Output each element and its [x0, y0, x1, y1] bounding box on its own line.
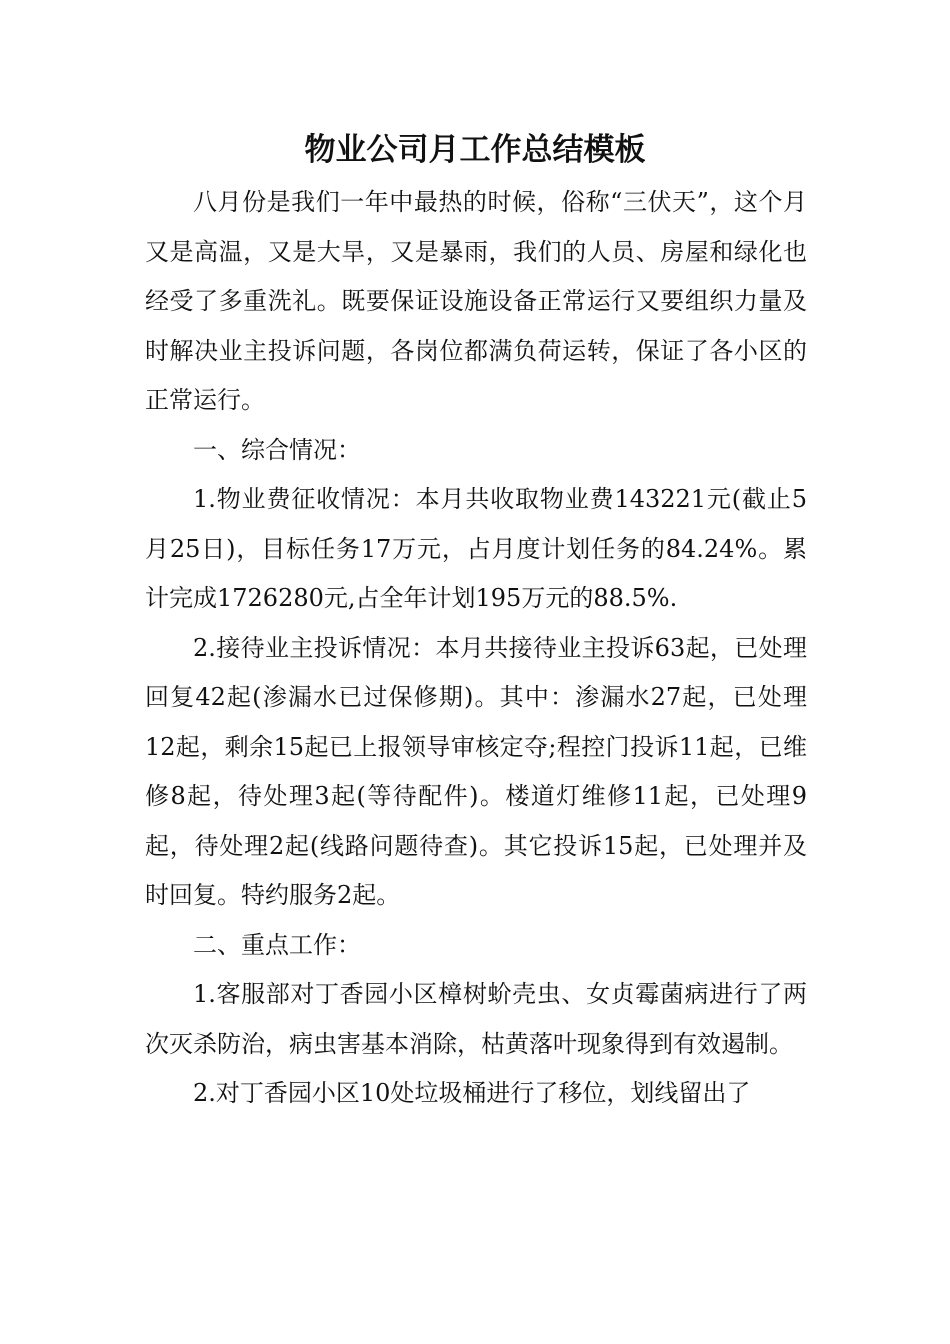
paragraph-trash-bins: 2.对丁香园小区10处垃圾桶进行了移位，划线留出了 — [193, 1079, 751, 1107]
paragraph-intro: 八月份是我们一年中最热的时候，俗称“三伏天”，这个月又是高温，又是大旱，又是暴雨，我们的人员、房屋和绿化也经受了多重洗礼。既要保证设施设备正常运行又要组织力量及时解决业主投诉问题，各岗位都满负荷运转，保证了各小区的正常运行。 — [145, 188, 807, 414]
section-heading-key-work: 二、重点工作： — [193, 930, 361, 959]
paragraph-complaints: 2.接待业主投诉情况：本月共接待业主投诉63起，已处理回复42起(渗漏水已过保修期)。其中：渗漏水27起，已处理12起，剩余15起已上报领导审核定夺;程控门投诉11起，已维修8起，待处理3起(等待配件)。楼道灯维修11起，已处理9起，待处理2起(线路问题待查)。其它投诉15起，已处理并及时回复。特约服务2起。 — [145, 633, 807, 909]
paragraph-fee-collection: 1.物业费征收情况：本月共收取物业费143221元(截止5月25日)，目标任务17万元，占月度计划任务的84.24%。累计完成1726280元,占全年计划195万元的88.5%. — [145, 485, 807, 612]
paragraph-pest-control: 1.客服部对丁香园小区樟树蚧壳虫、女贞霉菌病进行了两次灭杀防治，病虫害基本消除，枯黄落叶现象得到有效遏制。 — [145, 980, 807, 1058]
document-body — [145, 178, 807, 1119]
section-heading-overview: 一、综合情况： — [193, 435, 361, 464]
document-title: 物业公司月工作总结模板 — [304, 132, 646, 168]
